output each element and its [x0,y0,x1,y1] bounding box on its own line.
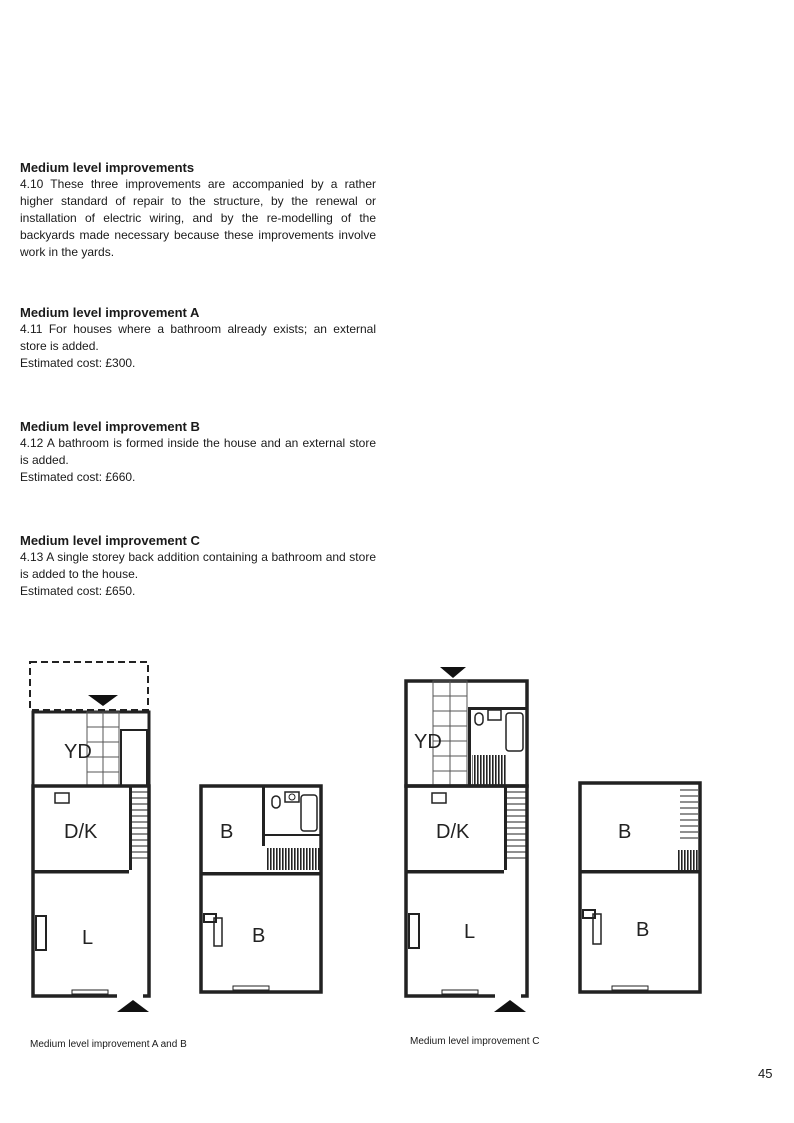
staircase [266,848,320,870]
caption-plan-c: Medium level improvement C [410,1036,540,1047]
stair-wall [129,786,132,870]
window [72,990,108,994]
front-door [117,990,143,998]
bathroom-wall [262,834,321,836]
yard-paving [87,712,119,786]
bathroom-wall [262,786,265,846]
estimated-cost: Estimated cost: £660. [20,470,136,484]
partition-wall [201,872,321,876]
partition-wall [580,870,700,874]
bath-icon [301,795,317,831]
room-label-bedroom: B [252,925,266,947]
plan-ab-ground-floor [30,662,149,1012]
partition-wall [406,870,504,874]
fireplace-icon [409,914,419,948]
section-body: 4.12 A bathroom is formed inside the house and an external store is added. [20,436,376,467]
house-outline [201,786,321,992]
section-heading: Medium level improvement B [20,419,200,434]
room-label-bedroom: B [618,821,632,843]
room-label-living: L [464,921,476,943]
estimated-cost: Estimated cost: £300. [20,356,136,370]
window [612,986,648,990]
room-label-yard: YD [414,731,442,753]
store [472,755,506,785]
basin-bowl-icon [289,794,295,800]
plan-c-ground-floor [406,667,527,1012]
floor-plans [0,640,794,1020]
basin-icon [488,710,501,720]
stair-wall [504,786,507,870]
section-medium-level-improvements [20,160,376,261]
section-heading: Medium level improvement A [20,305,200,320]
external-store-outline [30,662,148,710]
staircase [507,792,526,858]
section-improvement-c [20,533,376,600]
arrow-up-icon [494,1000,526,1012]
room-label-dining-kitchen: D/K [436,821,470,843]
wc-icon [475,713,483,725]
fireplace-icon [36,916,46,950]
staircase-landing [677,850,699,870]
arrow-down-icon [440,667,466,678]
room-label-bedroom: B [636,919,650,941]
estimated-cost: Estimated cost: £650. [20,584,136,598]
partition-wall [33,870,129,874]
window [233,986,269,990]
section-body: 4.10 These three improvements are accompanied by a rather higher standard of repair to the structure, by the renewal or installation of electric wiring, and by the re-modelling of the backyards made necessary because these improvements involve work in the yards. [20,177,376,259]
window [442,990,478,994]
sink-icon [432,793,446,803]
page-number: 45 [758,1066,773,1081]
front-door [495,990,521,998]
staircase [132,792,149,858]
room-label-yard: YD [64,741,92,763]
room-label-dining-kitchen: D/K [64,821,98,843]
section-body: 4.13 A single storey back addition containing a bathroom and store is added to the house. [20,550,376,581]
room-label-living: L [82,927,94,949]
plan-c-first-floor [580,783,700,992]
section-improvement-b [20,419,376,486]
caption-plan-ab: Medium level improvement A and B [30,1039,187,1050]
wc-icon [272,796,280,808]
staircase [680,790,698,838]
section-body: 4.11 For houses where a bathroom already exists; an external store is added. [20,322,376,353]
arrow-up-icon [117,1000,149,1012]
sink-icon [55,793,69,803]
room-label-bedroom: B [220,821,234,843]
section-improvement-a [20,305,376,372]
section-heading: Medium level improvement C [20,533,200,548]
section-heading: Medium level improvements [20,160,195,175]
arrow-down-icon [88,695,118,706]
back-addition-wall [468,707,471,786]
house-outline [406,786,527,996]
outhouse [121,730,147,786]
plan-ab-first-floor [201,786,321,992]
bath-icon [506,713,523,751]
